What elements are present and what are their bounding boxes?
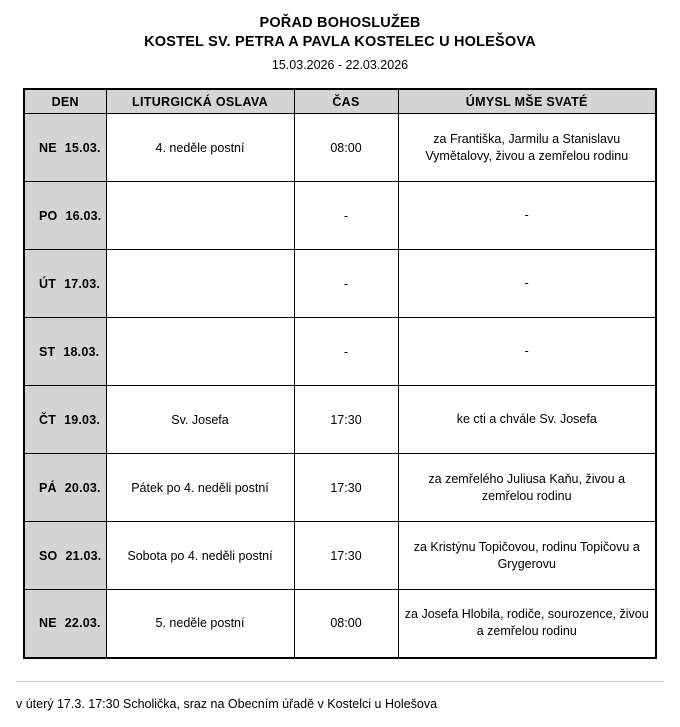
cell-time: - bbox=[294, 182, 398, 250]
cell-time: - bbox=[294, 318, 398, 386]
cell-day bbox=[24, 114, 106, 182]
day-abbr: ST bbox=[39, 344, 56, 359]
cell-time: 08:00 bbox=[294, 114, 398, 182]
day-date: 22.03. bbox=[64, 616, 101, 631]
day-abbr: SO bbox=[39, 548, 58, 563]
table-row bbox=[24, 114, 656, 182]
day-abbr: PÁ bbox=[39, 480, 57, 495]
cell-time: 17:30 bbox=[294, 454, 398, 522]
table-header-row bbox=[24, 89, 656, 114]
table-row bbox=[24, 454, 656, 522]
day-abbr: PO bbox=[39, 208, 58, 223]
document-header bbox=[0, 0, 680, 74]
day-abbr: NE bbox=[39, 140, 57, 155]
cell-liturgy: Sobota po 4. neděli postní bbox=[106, 522, 294, 590]
cell-liturgy: 5. neděle postní bbox=[106, 590, 294, 658]
cell-liturgy: 4. neděle postní bbox=[106, 114, 294, 182]
day-abbr: ČT bbox=[39, 412, 57, 427]
day-date: 18.03. bbox=[63, 344, 100, 359]
table-row bbox=[24, 182, 656, 250]
table-header bbox=[24, 89, 656, 114]
cell-day bbox=[24, 182, 106, 250]
day-date: 21.03. bbox=[65, 548, 102, 563]
page-title: POŘAD BOHOSLUŽEB bbox=[259, 15, 421, 31]
column-header-time: ČAS bbox=[294, 89, 398, 114]
table-body bbox=[24, 114, 656, 658]
date-range: 15.03.2026 - 22.03.2026 bbox=[271, 58, 409, 72]
cell-intention: za Kristýnu Topičovou, rodinu Topičovu a Grygerovu bbox=[398, 522, 656, 590]
cell-day bbox=[24, 318, 106, 386]
cell-day bbox=[24, 454, 106, 522]
table-row bbox=[24, 386, 656, 454]
notice-text: v úterý 17.3. 17:30 Scholička, sraz na Obecním úřadě v Kostelci u Holešova bbox=[16, 697, 438, 711]
column-header-intention: ÚMYSL MŠE SVATÉ bbox=[398, 89, 656, 114]
column-header-liturgy: LITURGICKÁ OSLAVA bbox=[106, 89, 294, 114]
table-row bbox=[24, 250, 656, 318]
cell-day bbox=[24, 590, 106, 658]
cell-day bbox=[24, 250, 106, 318]
cell-time: 08:00 bbox=[294, 590, 398, 658]
day-date: 19.03. bbox=[64, 412, 101, 427]
notice-footer bbox=[16, 681, 664, 713]
day-abbr: NE bbox=[39, 616, 57, 631]
day-date: 16.03. bbox=[65, 208, 102, 223]
cell-time: - bbox=[294, 250, 398, 318]
table-row bbox=[24, 318, 656, 386]
table-row bbox=[24, 590, 656, 658]
day-date: 15.03. bbox=[64, 140, 101, 155]
cell-intention: - bbox=[398, 182, 656, 250]
column-header-day: DEN bbox=[24, 89, 106, 114]
cell-day bbox=[24, 522, 106, 590]
cell-intention: ke cti a chvále Sv. Josefa bbox=[398, 386, 656, 454]
cell-intention: za Františka, Jarmilu a Stanislavu Vymětalovy, živou a zemřelou rodinu bbox=[398, 114, 656, 182]
cell-time: 17:30 bbox=[294, 386, 398, 454]
cell-day bbox=[24, 386, 106, 454]
day-date: 17.03. bbox=[64, 276, 101, 291]
schedule-table bbox=[23, 88, 657, 659]
cell-liturgy bbox=[106, 182, 294, 250]
cell-liturgy: Pátek po 4. neděli postní bbox=[106, 454, 294, 522]
cell-liturgy bbox=[106, 250, 294, 318]
day-abbr: ÚT bbox=[39, 276, 57, 291]
page-subtitle: KOSTEL SV. PETRA A PAVLA KOSTELEC U HOLEŠOVA bbox=[144, 34, 536, 50]
cell-liturgy: Sv. Josefa bbox=[106, 386, 294, 454]
cell-intention: - bbox=[398, 250, 656, 318]
cell-time: 17:30 bbox=[294, 522, 398, 590]
cell-intention: - bbox=[398, 318, 656, 386]
day-date: 20.03. bbox=[64, 480, 101, 495]
table-row bbox=[24, 522, 656, 590]
cell-intention: za zemřelého Juliusa Kaňu, živou a zemřelou rodinu bbox=[398, 454, 656, 522]
cell-liturgy bbox=[106, 318, 294, 386]
cell-intention: za Josefa Hlobila, rodiče, sourozence, živou a zemřelou rodinu bbox=[398, 590, 656, 658]
